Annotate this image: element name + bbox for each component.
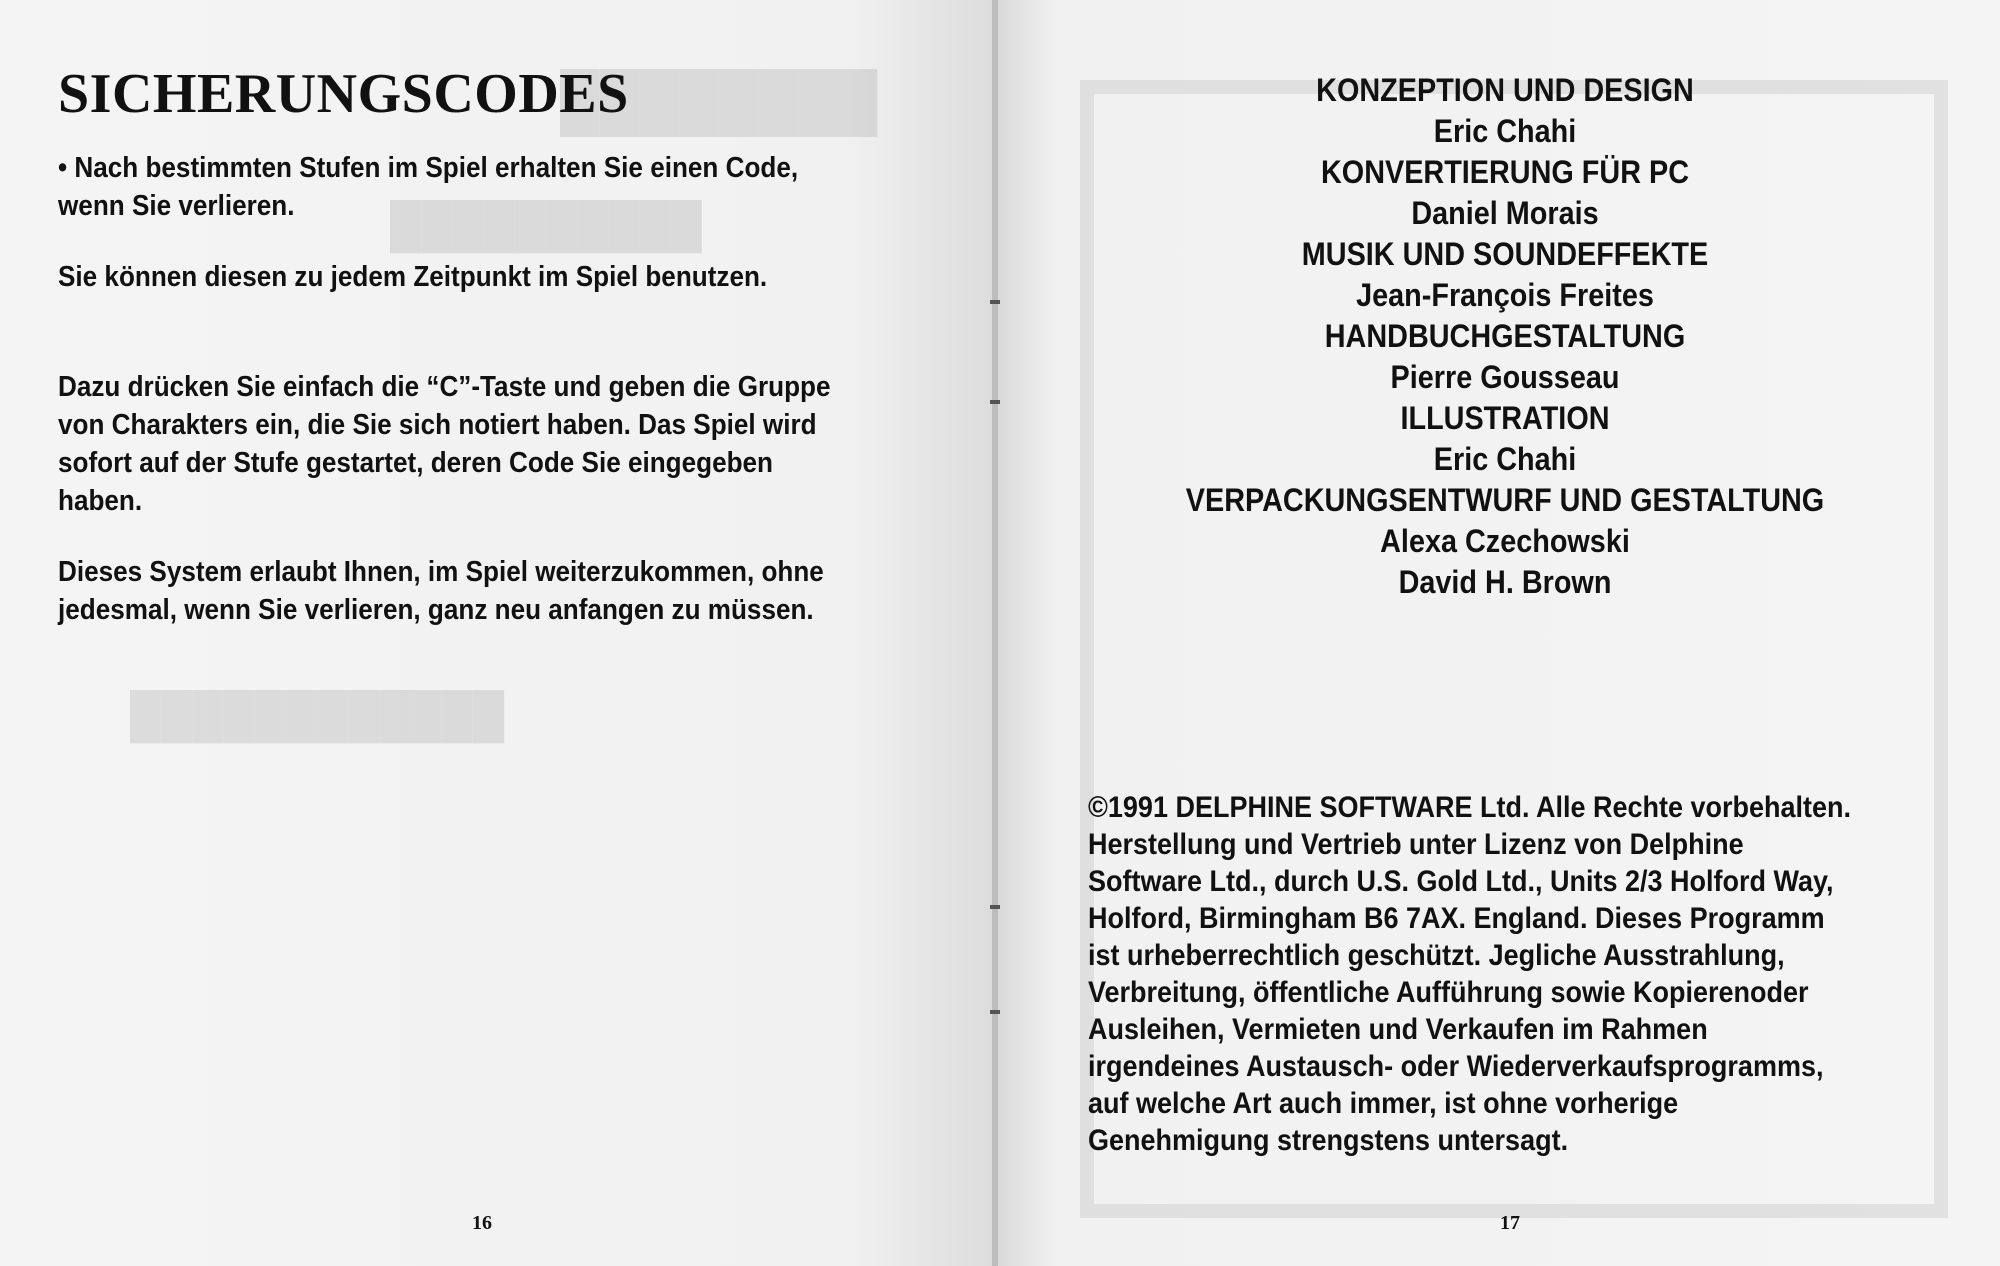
credit-person: Pierre Gousseau [1390,359,1620,395]
credit-person: David H. Brown [1398,564,1612,600]
copyright-notice: ©1991 DELPHINE SOFTWARE Ltd. Alle Rechte vorbehalten. Herstellung und Vertrieb unter Lizenz von Delphine Software Ltd., durch U.S. Gold Ltd., Units 2/3 Holford Way, Holford, Birmingham B6 7AX. England. Dieses Programm ist urheberrechtlich geschützt. Jegliche Ausstrahlung, Verbreitung, öffentliche Aufführung sowie Kopierenoder Ausleihen, Vermieten und Verkaufen im Rahmen irgendeines Austausch- oder Wiederverkaufsprogramms, auf welche Art auch immer, ist ohne vorherige Genehmigung strengstens untersagt. [1088,791,1852,1157]
show-through-heading: ████████ [560,71,878,133]
page-number-left: 16 [472,1212,492,1234]
paragraph-usage: Sie können diesen zu jedem Zeitpunkt im Spiel benutzen. [58,261,768,293]
credits-block [1110,70,1900,603]
credit-role: VERPACKUNGSENTWURF UND GESTALTUNG [1185,482,1825,518]
paragraph-system: Dieses System erlaubt Ihnen, im Spiel weiterzukommen, ohne jedesmal, wenn Sie verlieren, ganz neu anfangen zu müssen. [58,556,824,626]
credit-person: Daniel Morais [1411,195,1599,231]
page-title: SICHERUNGSCODES [58,63,629,125]
credit-role: ILLUSTRATION [1400,400,1610,436]
credit-person: Eric Chahi [1433,113,1577,149]
show-through-heading: ██████████ [390,201,702,250]
book-spine [992,0,998,1266]
page-number-right: 17 [1500,1212,1520,1234]
credit-role: KONZEPTION UND DESIGN [1316,72,1694,108]
credit-role: KONVERTIERUNG FÜR PC [1320,154,1690,190]
credit-person: Alexa Czechowski [1380,523,1630,559]
credit-person: Eric Chahi [1433,441,1577,477]
show-through-heading: ████████████ [130,691,505,740]
credit-role: HANDBUCHGESTALTUNG [1324,318,1686,354]
staple [990,400,1000,404]
staple [990,1010,1000,1014]
staple [990,905,1000,909]
paragraph-instructions: Dazu drücken Sie einfach die “C”-Taste und geben die Gruppe von Charakters ein, die Sie sich notiert haben. Das Spiel wird sofort auf der Stufe gestartet, deren Code Sie eingegeben haben. [58,371,831,517]
credit-role: MUSIK UND SOUNDEFFEKTE [1301,236,1709,272]
credit-person: Jean-François Freites [1356,277,1654,313]
paragraph-code-info: • Nach bestimmten Stufen im Spiel erhalten Sie einen Code, wenn Sie verlieren. [58,149,832,225]
staple [990,300,1000,304]
